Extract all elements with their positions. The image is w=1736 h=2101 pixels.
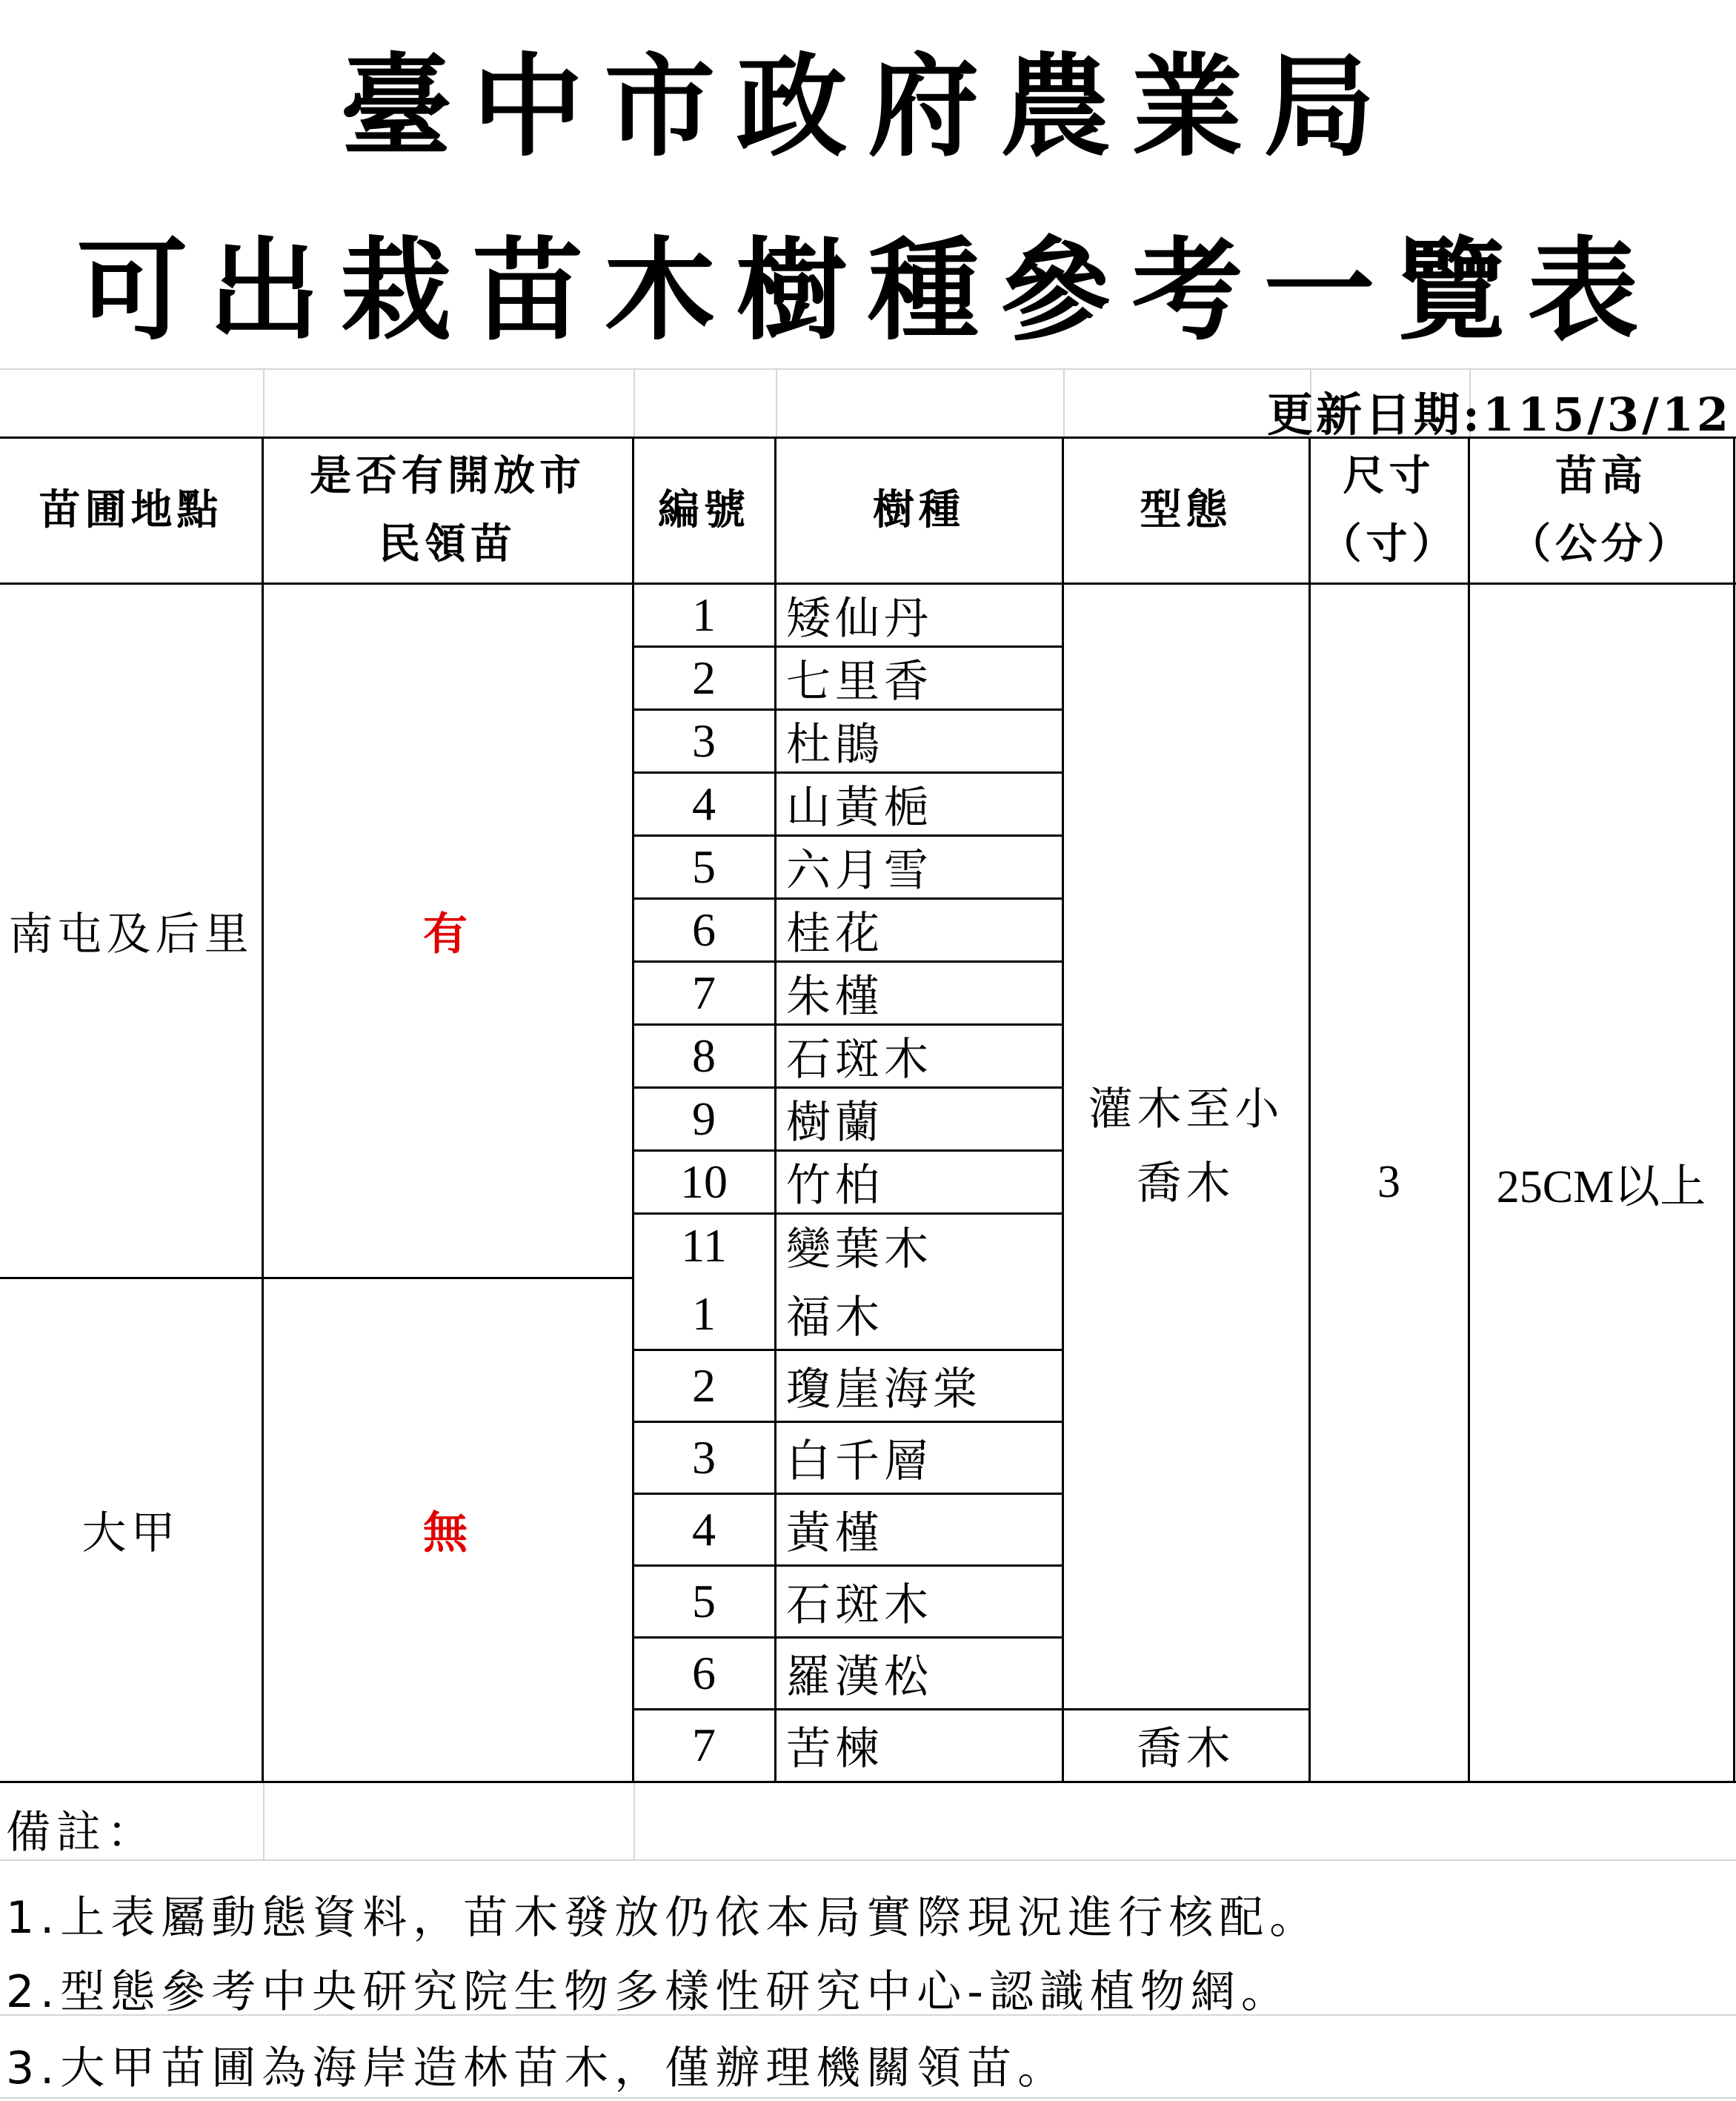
row-number: 7 — [692, 966, 716, 1019]
update-date: 更新日期:115/3/12 — [1266, 388, 1732, 442]
note-item: 1.上表屬動態資料，苗木發放仍依本局實際現況進行核配。 — [6, 1892, 1320, 1944]
row-species: 變葉木 — [786, 1223, 933, 1275]
row-species: 七里香 — [786, 655, 933, 708]
height-value: 25CM以上 — [1496, 1162, 1706, 1212]
row-number: 10 — [680, 1155, 728, 1208]
form-shrub-line1: 灌木至小 — [1088, 1083, 1284, 1135]
row-number: 1 — [692, 1287, 716, 1340]
header-form — [1063, 438, 1308, 582]
row-species: 竹柏 — [786, 1159, 884, 1212]
row-number: 3 — [692, 714, 716, 767]
header-height-line1: 苗高 — [1555, 451, 1647, 500]
row-species: 羅漢松 — [786, 1650, 933, 1703]
row-species: 黃槿 — [786, 1507, 884, 1559]
location-nantun-houli: 南屯及后里 — [8, 908, 253, 960]
header-location-label: 苗圃地點 — [39, 485, 223, 534]
row-species: 六月雪 — [786, 844, 933, 897]
location-dajia: 大甲 — [82, 1507, 180, 1559]
row-number: 1 — [692, 588, 716, 641]
note-item: 2.型態參考中央研究院生物多樣性研究中心-認識植物網。 — [6, 1966, 1291, 2018]
row-species: 石斑木 — [786, 1033, 933, 1086]
open-status-yes: 有 — [423, 908, 472, 960]
form-shrub-line2: 喬木 — [1137, 1157, 1235, 1209]
row-species: 杜鵑 — [786, 718, 884, 771]
row-number: 4 — [692, 1502, 716, 1556]
header-size-line1: 尺寸 — [1343, 451, 1435, 500]
row-species: 山黃梔 — [786, 781, 933, 834]
title-line-2: 可出栽苗木樹種參考一覽表 — [76, 227, 1660, 356]
row-number: 2 — [692, 1358, 716, 1412]
header-size-line2: （寸） — [1320, 520, 1458, 568]
note-item: 3.大甲苗圃為海岸造林苗木，僅辦理機關領苗。 — [6, 2042, 1068, 2094]
row-number: 5 — [692, 1574, 716, 1627]
open-status-no: 無 — [423, 1507, 472, 1559]
row-species: 朱槿 — [786, 970, 884, 1023]
header-open-line1: 是否有開放市 — [310, 451, 585, 500]
header-number-label: 編號 — [658, 485, 750, 534]
row-species: 苦楝 — [786, 1723, 884, 1775]
header-location — [0, 438, 262, 582]
title-line-1: 臺中市政府農業局 — [340, 43, 1396, 172]
row-number: 9 — [692, 1092, 716, 1145]
header-species-label: 樹種 — [873, 485, 965, 534]
row-species: 矮仙丹 — [786, 592, 933, 645]
header-height-line2: （公分） — [1509, 520, 1693, 568]
row-species: 福木 — [786, 1291, 884, 1344]
header-species — [776, 438, 1062, 582]
header-open — [263, 438, 632, 582]
size-value: 3 — [1377, 1157, 1400, 1207]
row-number: 8 — [692, 1029, 716, 1082]
row-number: 5 — [692, 840, 716, 893]
row-species: 石斑木 — [786, 1579, 933, 1631]
row-species: 桂花 — [786, 907, 884, 960]
header-number — [633, 438, 774, 582]
header-size — [1310, 438, 1468, 582]
header-height — [1469, 438, 1733, 582]
form-tree: 喬木 — [1137, 1723, 1235, 1775]
row-number: 4 — [692, 777, 716, 830]
row-number: 7 — [692, 1719, 716, 1771]
header-form-label: 型態 — [1140, 485, 1232, 534]
row-species: 瓊崖海棠 — [786, 1363, 982, 1415]
notes-label: 備註： — [6, 1807, 157, 1859]
row-species: 樹蘭 — [786, 1096, 884, 1149]
row-number: 2 — [692, 651, 716, 704]
row-number: 6 — [692, 1646, 716, 1699]
row-number: 3 — [692, 1430, 716, 1484]
header-open-line2: 民領苗 — [379, 520, 516, 568]
row-number: 11 — [681, 1218, 727, 1272]
row-number: 6 — [692, 903, 716, 956]
row-species: 白千層 — [786, 1435, 933, 1487]
form-shrub-cell — [1063, 584, 1308, 1708]
